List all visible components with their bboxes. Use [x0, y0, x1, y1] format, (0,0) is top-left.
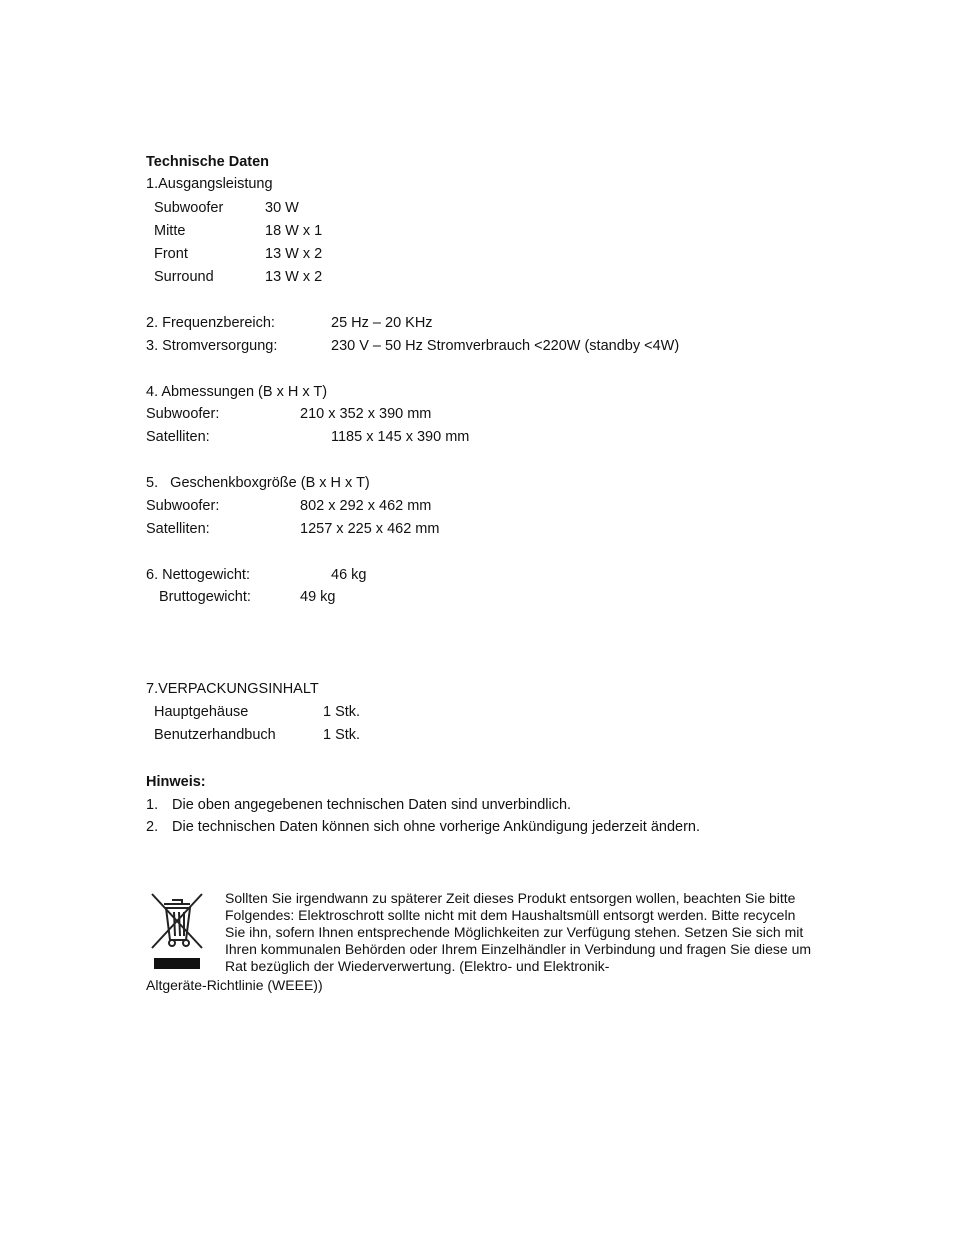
notice-item-1-number: 1.: [146, 797, 159, 813]
crossed-out-wheelie-bin-icon: [148, 888, 206, 972]
output-surround-value: 13 W x 2: [265, 269, 323, 285]
dimensions-satellites-value: 1185 x 145 x 390 mm: [331, 429, 470, 445]
output-surround-label: Surround: [154, 269, 214, 285]
net-weight-label: 6. Nettogewicht:: [146, 567, 250, 583]
power-value: 230 V – 50 Hz Stromverbrauch <220W (standby <4W): [331, 338, 680, 354]
giftbox-title: 5. Geschenkboxgröße (B x H x T): [146, 475, 370, 491]
frequency-label: 2. Frequenzbereich:: [146, 315, 275, 331]
output-subwoofer-label: Subwoofer: [154, 200, 224, 216]
package-manual-value: 1 Stk.: [323, 727, 361, 743]
package-main-unit-label: Hauptgehäuse: [154, 704, 249, 720]
notice-item-2-number: 2.: [146, 819, 159, 835]
output-center-value: 18 W x 1: [265, 223, 323, 239]
giftbox-subwoofer-label: Subwoofer:: [146, 498, 220, 514]
weee-directive-text: Altgeräte-Richtlinie (WEEE)): [146, 977, 323, 993]
gross-weight-value: 49 kg: [300, 589, 336, 605]
dimensions-subwoofer-value: 210 x 352 x 390 mm: [300, 406, 432, 422]
dimensions-subwoofer-label: Subwoofer:: [146, 406, 220, 422]
gross-weight-label: Bruttogewicht:: [159, 589, 251, 605]
giftbox-satellites-label: Satelliten:: [146, 521, 210, 537]
power-label: 3. Stromversorgung:: [146, 338, 278, 354]
notice-item-2-text: Die technischen Daten können sich ohne vorherige Ankündigung jederzeit ändern.: [172, 819, 700, 835]
output-center-label: Mitte: [154, 223, 186, 239]
notice-title: Hinweis:: [146, 774, 206, 790]
package-main-unit-value: 1 Stk.: [323, 704, 361, 720]
output-subwoofer-value: 30 W: [265, 200, 299, 216]
package-title: 7.VERPACKUNGSINHALT: [146, 681, 319, 697]
frequency-value: 25 Hz – 20 KHz: [331, 315, 433, 331]
package-manual-label: Benutzerhandbuch: [154, 727, 276, 743]
notice-item-1-text: Die oben angegebenen technischen Daten sind unverbindlich.: [172, 797, 572, 813]
output-title: 1.Ausgangsleistung: [146, 176, 273, 192]
output-front-label: Front: [154, 246, 188, 262]
dimensions-satellites-label: Satelliten:: [146, 429, 210, 445]
weee-disposal-text: Sollten Sie irgendwann zu späterer Zeit dieses Produkt entsorgen wollen, beachten Sie bitte Folgendes: Elektroschrott sollte nicht mit dem Haushaltsmüll entsorgt werden. Bitte recyceln Sie ihn, sofern Ihnen entsprechende Möglichkeiten zur Verfügung stehen. Setzen Sie sich mit Ihren kommunalen Behörden oder Ihrem Einzelhändler in Verbindung und fragen Sie diese um Rat bezüglich der Wiederverwertung. (Elektro- und Elektronik-: [225, 890, 812, 974]
net-weight-value: 46 kg: [331, 567, 367, 583]
output-front-value: 13 W x 2: [265, 246, 323, 262]
giftbox-subwoofer-value: 802 x 292 x 462 mm: [300, 498, 432, 514]
giftbox-satellites-value: 1257 x 225 x 462 mm: [300, 521, 440, 537]
page-title: Technische Daten: [146, 154, 270, 170]
dimensions-title: 4. Abmessungen (B x H x T): [146, 384, 328, 400]
